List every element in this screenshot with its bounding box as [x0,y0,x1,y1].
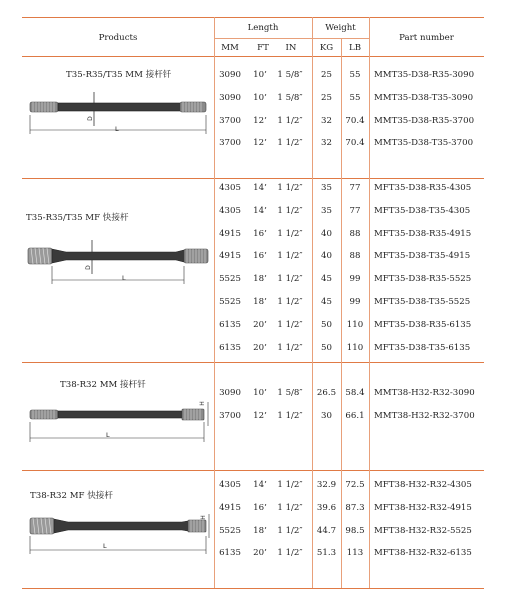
cell-lb: 98.5 [345,525,365,536]
cell-ft: 14’ [253,183,267,193]
cell-kg: 30 [321,410,332,421]
cell-kg: 40 [321,228,332,239]
cell-mm: 3090 [219,388,241,398]
cell-part-number: MFT35-D38-T35-6135 [374,342,471,353]
col-divider-weight [369,17,370,588]
cell-part-number: MFT38-H32-R32-5525 [374,525,472,536]
group-title: T38-R32 MF 快接杆 [30,491,113,501]
header-divider [214,38,369,39]
header-ft: FT [257,43,269,53]
header-mm: MM [221,43,239,53]
cell-kg: 39.6 [316,502,337,513]
header-weight: Weight [325,23,356,33]
cell-lb: 88 [349,251,361,262]
cell-mm: 6135 [219,342,241,353]
cell-ft: 14’ [253,205,267,216]
cell-part-number: MFT38-H32-R32-4915 [374,502,472,513]
cell-ft: 18’ [253,525,267,536]
cell-lb: 110 [346,342,364,353]
cell-lb: 87.3 [345,502,365,513]
rod-dim-l: L [122,274,126,282]
cell-mm: 3700 [219,138,241,149]
cell-part-number: MMT38-H32-R32-3090 [374,388,475,398]
cell-kg: 50 [321,342,332,353]
cell-part-number: MFT35-D38-R35-4305 [374,183,472,193]
group-title: T35-R35/T35 MM 接杆钎 [66,70,172,80]
cell-mm: 4305 [219,205,241,216]
cell-ft: 12’ [253,115,267,126]
group-divider-3 [22,470,484,471]
cell-part-number: MMT38-H32-R32-3700 [374,410,475,421]
rod-dim-l: L [103,542,107,550]
cell-lb: 55 [349,70,361,80]
cell-mm: 5525 [219,274,241,285]
header-lb: LB [348,43,362,53]
header-in: IN [285,43,297,53]
cell-kg: 50 [321,319,332,330]
cell-ft: 18’ [253,297,267,307]
cell-mm: 3700 [219,410,241,421]
rod-dim-h: H [199,515,207,520]
cell-kg: 45 [321,274,332,285]
cell-part-number: MFT35-D38-T35-4305 [374,205,471,216]
cell-lb: 99 [349,274,361,285]
cell-kg: 25 [321,92,332,103]
header-length: Length [247,23,279,33]
cell-ft: 20’ [253,319,267,330]
header-bottom-border [22,56,484,57]
cell-mm: 3090 [219,70,241,80]
rod-drawing-mm-t35 [28,90,210,138]
cell-lb: 110 [346,319,364,330]
group-title: T35-R35/T35 MF 快接杆 [26,213,129,223]
cell-mm: 5525 [219,297,241,307]
group-divider-2 [22,362,484,363]
cell-lb: 77 [349,205,361,216]
cell-in: 1 1/2″ [277,183,303,193]
cell-in: 1 1/2″ [277,502,303,513]
cell-kg: 26.5 [316,388,337,398]
cell-in: 1 5/8″ [277,388,303,398]
cell-in: 1 1/2″ [277,274,303,285]
cell-kg: 45 [321,297,332,307]
cell-kg: 35 [321,205,332,216]
cell-in: 1 1/2″ [277,480,303,490]
cell-in: 1 1/2″ [277,410,303,421]
cell-part-number: MFT35-D38-R35-6135 [374,319,472,330]
cell-part-number: MFT38-H32-R32-4305 [374,480,472,490]
cell-in: 1 1/2″ [277,548,303,559]
cell-ft: 20’ [253,342,267,353]
cell-kg: 32 [321,115,332,126]
cell-mm: 4915 [219,251,241,262]
cell-ft: 12’ [253,138,267,149]
cell-kg: 51.3 [316,548,337,559]
cell-lb: 55 [349,92,361,103]
cell-part-number: MMT35-D38-T35-3700 [374,138,474,149]
cell-in: 1 1/2″ [277,115,303,126]
cell-kg: 25 [321,70,332,80]
cell-mm: 6135 [219,548,241,559]
col-divider-products [214,17,215,588]
cell-in: 1 5/8″ [277,70,303,80]
cell-ft: 16’ [253,228,267,239]
cell-lb: 58.4 [345,388,365,398]
cell-in: 1 1/2″ [277,297,303,307]
cell-ft: 18’ [253,274,267,285]
cell-part-number: MMT35-D38-T35-3090 [374,92,474,103]
cell-kg: 32.9 [316,480,337,490]
cell-lb: 70.4 [345,138,365,149]
rod-drawing-mf-t38 [28,506,212,558]
cell-part-number: MMT35-D38-R35-3090 [374,70,475,80]
cell-in: 1 1/2″ [277,228,303,239]
table-bottom-border [22,588,484,589]
rod-dim-l: L [115,125,119,133]
cell-ft: 10’ [253,92,267,103]
cell-ft: 12’ [253,410,267,421]
cell-ft: 14’ [253,480,267,490]
rod-drawing-mm-t38 [28,396,212,444]
cell-ft: 20’ [253,548,267,559]
cell-in: 1 1/2″ [277,319,303,330]
cell-lb: 88 [349,228,361,239]
cell-part-number: MFT35-D38-T35-4915 [374,251,471,262]
cell-in: 1 1/2″ [277,525,303,536]
table-top-border [22,17,484,18]
cell-part-number: MFT35-D38-R35-5525 [374,274,472,285]
cell-lb: 70.4 [345,115,365,126]
cell-ft: 10’ [253,70,267,80]
cell-kg: 32 [321,138,332,149]
cell-part-number: MMT35-D38-R35-3700 [374,115,475,126]
cell-lb: 99 [349,297,361,307]
cell-mm: 6135 [219,319,241,330]
cell-lb: 72.5 [345,480,365,490]
group-title: T38-R32 MM 接杆钎 [60,380,146,390]
cell-in: 1 1/2″ [277,342,303,353]
header-kg: KG [319,43,334,53]
cell-kg: 40 [321,251,332,262]
cell-mm: 4305 [219,480,241,490]
cell-mm: 4305 [219,183,241,193]
cell-lb: 77 [349,183,361,193]
cell-mm: 4915 [219,228,241,239]
rod-dim-d: D [86,116,94,121]
cell-mm: 3700 [219,115,241,126]
cell-ft: 16’ [253,251,267,262]
rod-dim-h: H [198,401,206,406]
rod-dim-l: L [106,431,110,439]
cell-part-number: MFT38-H32-R32-6135 [374,548,472,559]
cell-kg: 35 [321,183,332,193]
cell-in: 1 1/2″ [277,205,303,216]
cell-in: 1 5/8″ [277,92,303,103]
rod-drawing-mf-t35 [26,238,210,288]
group-divider-1 [22,178,484,179]
header-products: Products [98,33,138,43]
cell-kg: 44.7 [316,525,337,536]
rod-dim-d: D [84,265,92,270]
cell-mm: 5525 [219,525,241,536]
cell-ft: 10’ [253,388,267,398]
cell-part-number: MFT35-D38-R35-4915 [374,228,472,239]
cell-lb: 66.1 [345,410,365,421]
cell-in: 1 1/2″ [277,251,303,262]
cell-part-number: MFT35-D38-T35-5525 [374,297,471,307]
cell-lb: 113 [346,548,364,559]
cell-mm: 3090 [219,92,241,103]
cell-mm: 4915 [219,502,241,513]
header-part-number: Part number [399,33,454,43]
cell-ft: 16’ [253,502,267,513]
cell-in: 1 1/2″ [277,138,303,149]
